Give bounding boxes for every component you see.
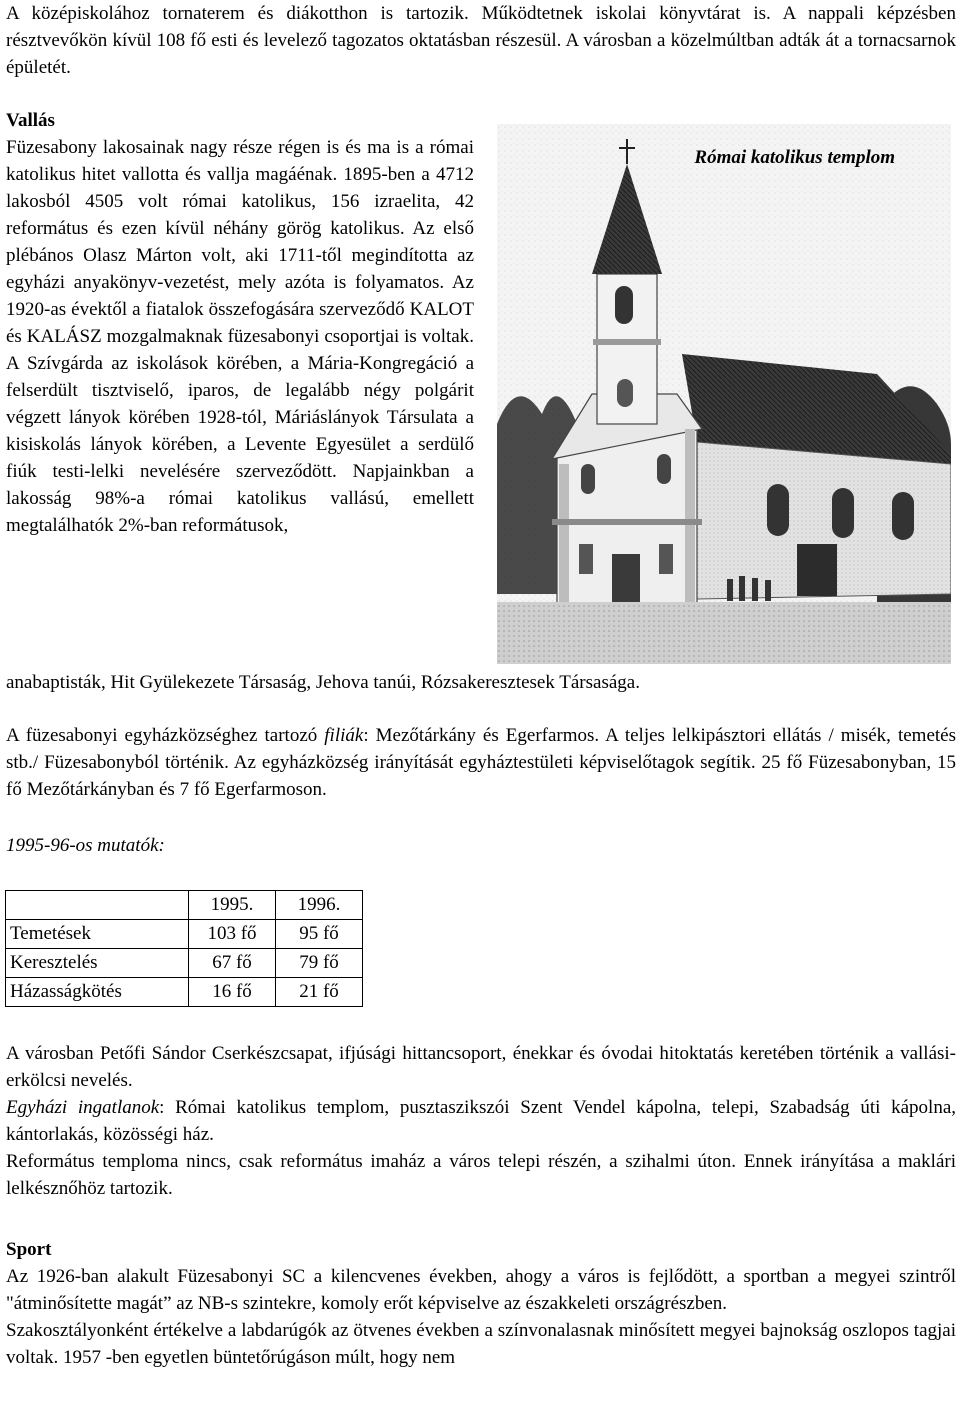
- table-row-label: Temetések: [6, 920, 189, 949]
- sport-block: [6, 1263, 956, 1371]
- filiak-text-after: : Mezőtárkány és Egerfarmos. A teljes lelkipásztori ellátás / misék, temetés stb./ Füzesabonyból történik. Az egyházközség irányítását egyháztestületi képviselőtagok segítik. 25 fő Füzesabonyban, 15 fő Mezőtárkányban és 7 fő Egerfarmoson.: [6, 725, 956, 800]
- table-header-row: [6, 891, 363, 920]
- table-cell: 79 fő: [276, 949, 363, 978]
- table-year-header: 1995.: [189, 891, 276, 920]
- ingatlanok-text: : Római katolikus templom, pusztaszikszói Szent Vendel kápolna, telepi, Szabadság úti kápolna, kántorlakás, közösségi ház.: [6, 1097, 956, 1145]
- table-cell: 21 fő: [276, 978, 363, 1007]
- table-row: [6, 949, 363, 978]
- section-heading-sport: Sport: [6, 1239, 52, 1260]
- religious-education-block: [6, 1040, 956, 1202]
- table-cell: 16 fő: [189, 978, 276, 1007]
- ingatlanok-paragraph: [6, 1094, 956, 1148]
- table-year-header: 1996.: [276, 891, 363, 920]
- table-cell: 103 fő: [189, 920, 276, 949]
- table-cell: 67 fő: [189, 949, 276, 978]
- mutatok-heading: 1995-96-os mutatók:: [6, 835, 165, 856]
- church-illustration: [497, 124, 951, 664]
- figure-caption: Római katolikus templom: [694, 147, 895, 168]
- sport-paragraph: Az 1926-ban alakult Füzesabonyi SC a kilencvenes években, ahogy a város is fejlődött, a sportban a megyei szintről "átminősítette magát” az NB-s szintekre, komoly erőt képviselve az északkeleti országrészben.: [6, 1266, 956, 1314]
- table-row: [6, 978, 363, 1007]
- ingatlanok-label: Egyházi ingatlanok: [6, 1097, 160, 1118]
- section-heading-vallas: Vallás: [6, 110, 55, 131]
- table-row-label: Keresztelés: [6, 949, 189, 978]
- sport-paragraph: Szakosztályonként értékelve a labdarúgók az ötvenes években a színvonalasnak minősített megyei bajnokság oszlopos tagjai voltak. 1957 -ben egyetlen büntetőrúgáson múlt, hogy nem: [6, 1320, 956, 1368]
- reformatus-paragraph: Református temploma nincs, csak református imaház a város telepi részén, a szihalmi úton. Ennek irányítása a maklári lelkésznőhöz tartozik.: [6, 1151, 956, 1199]
- table-corner-cell: [6, 891, 189, 920]
- statistics-table: [5, 890, 363, 1007]
- table-cell: 95 fő: [276, 920, 363, 949]
- vallas-paragraph-continuation: anabaptisták, Hit Gyülekezete Társaság, Jehova tanúi, Rózsakeresztesek Társasága.: [6, 672, 640, 693]
- table-row-label: Házasságkötés: [6, 978, 189, 1007]
- church-photo: [497, 124, 951, 664]
- filiak-paragraph: [6, 722, 956, 803]
- table-row: [6, 920, 363, 949]
- intro-paragraph: A középiskolához tornaterem és diákotthon is tartozik. Működtetnek iskolai könyvtárat is. A nappali képzésben résztvevőkön kívül 108 fő esti és levelező tagozatos oktatásban részesül. A városban a közelmúltban adták át a tornacsarnok épületét.: [6, 3, 956, 78]
- filiak-italic-term: filiák: [324, 725, 364, 746]
- vallas-paragraph: Füzesabony lakosainak nagy része régen is és ma is a római katolikus hitet vallotta és vallja magáénak. 1895-ben a 4712 lakosból 4505 volt római katolikus, 156 izraelita, 42 református és ezen kívül néhány görög katolikus. Az első plébános Olasz Márton volt, aki 1711-től megindította az egyházi anyakönyv-vezetést, mely azóta is folyamatos. Az 1920-as évektől a fiatalok összefogására szerveződő KALOT és KALÁSZ mozgalmaknak füzesabonyi csoportjai is voltak. A Szívgárda az iskolások körében, a Mária-Kongregáció a felserdült tisztviselő, iparos, de legalább négy polgárit végzett lányok körében 1928-tól, Máriáslányok Társulata a kisiskolás lányok körében, a Levente Egyesület a serdülő fiúk testi-lelki nevelésére szerveződött. Napjainkban a lakosság 98%-a római katolikus vallású, emellett megtalálhatók 2%-ban reformátusok,: [6, 137, 474, 536]
- ifjusagi-paragraph: A városban Petőfi Sándor Cserkészcsapat, ifjúsági hittancsoport, énekkar és óvodai hitoktatás keretében történik a vallási-erkölcsi nevelés.: [6, 1043, 956, 1091]
- filiak-text-before: A füzesabonyi egyházközséghez tartozó: [6, 725, 325, 746]
